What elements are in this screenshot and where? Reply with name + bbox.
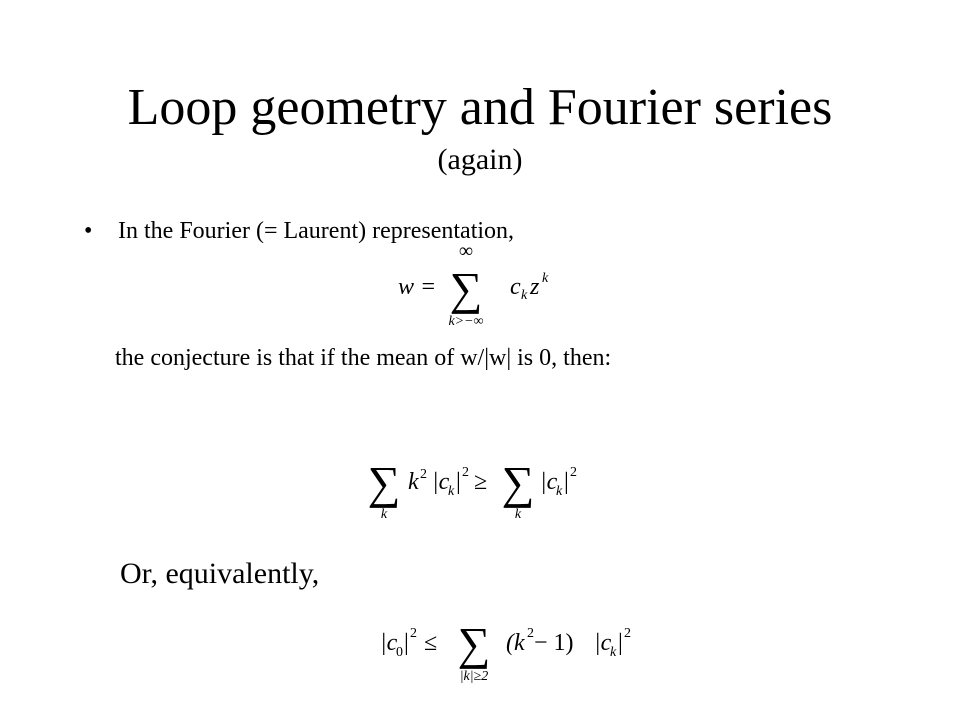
abs-sub: k <box>610 645 617 660</box>
lhs-abs: |c <box>380 630 398 656</box>
conjecture-text: the conjecture is that if the mean of w/|w| is 0, then: <box>115 345 612 371</box>
factor-sq: 2 <box>527 626 534 641</box>
relation-ge: ≥ <box>474 469 488 495</box>
lhs-abs-close: | <box>456 469 461 495</box>
equivalent-text: Or, equivalently, <box>120 557 320 590</box>
bullet-item <box>84 216 514 246</box>
eq-lower-limit: k>−∞ <box>448 314 484 329</box>
rhs-abs-sub: k <box>556 484 563 499</box>
lhs-abs: |c <box>432 469 450 495</box>
lhs-sq: 2 <box>410 626 417 641</box>
lhs-sub: 0 <box>396 645 403 660</box>
lhs-term-sq: 2 <box>420 467 427 482</box>
eq-term-c: c <box>510 274 521 300</box>
lhs-abs-sq: 2 <box>462 465 469 480</box>
eq-term-sub: k <box>521 288 528 303</box>
rhs-abs-sq: 2 <box>570 465 577 480</box>
eq-upper-limit: ∞ <box>458 240 474 262</box>
sum-symbol: ∑ <box>449 263 483 314</box>
abs-open: |c <box>594 630 612 656</box>
sum-index-rhs: k <box>514 507 522 522</box>
slide-subtitle: (again) <box>437 143 523 176</box>
equivalent-inequality <box>378 616 658 688</box>
eq-term-sup: k <box>542 271 549 286</box>
bullet-text: In the Fourier (= Laurent) representation, <box>118 218 515 244</box>
laurent-series-equation <box>380 240 580 330</box>
eq-lhs: w = <box>398 274 437 300</box>
abs-close: | <box>618 630 623 656</box>
relation-le: ≤ <box>424 630 438 656</box>
sum-index: |k|≥2 <box>459 669 489 684</box>
rhs-abs-close: | <box>564 469 569 495</box>
lhs-close: | <box>404 630 409 656</box>
factor-rest: − 1) <box>534 630 574 656</box>
sum-symbol: ∑ <box>367 457 401 508</box>
sum-symbol: ∑ <box>457 618 491 669</box>
sum-index: k <box>380 507 388 522</box>
lhs-term: k <box>408 469 419 495</box>
bullet-icon: • <box>84 218 93 244</box>
conjecture-inequality <box>368 454 608 526</box>
abs-sq: 2 <box>624 626 631 641</box>
lhs-abs-sub: k <box>448 484 455 499</box>
sum-symbol-rhs: ∑ <box>501 457 535 508</box>
rhs-abs: |c <box>540 469 558 495</box>
factor-open: (k <box>506 630 525 656</box>
eq-term-z: z <box>530 274 540 300</box>
slide-title: Loop geometry and Fourier series <box>127 79 833 136</box>
